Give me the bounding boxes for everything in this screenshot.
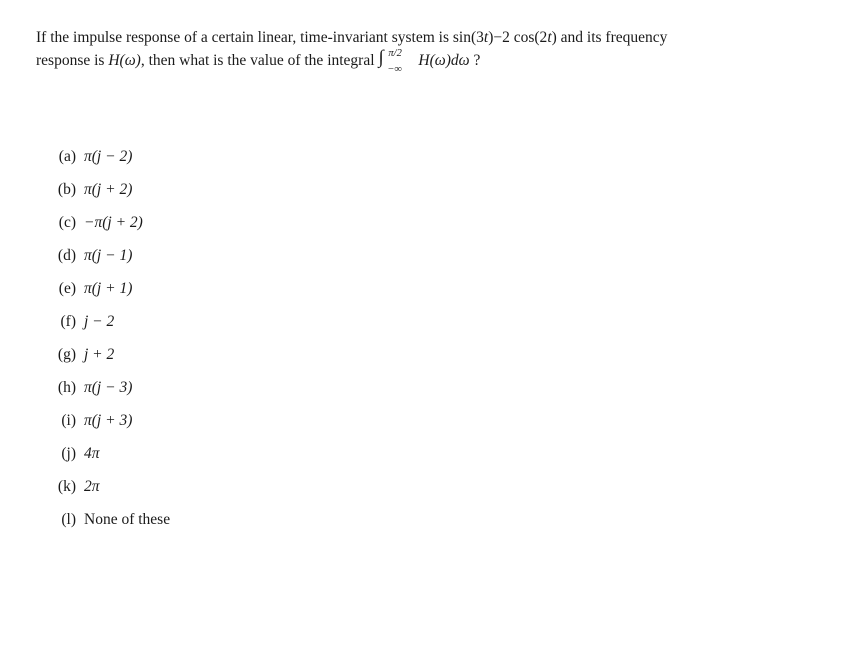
option-text: π(j + 1): [84, 280, 133, 297]
option-e[interactable]: [46, 278, 170, 311]
option-j[interactable]: [46, 443, 170, 476]
option-text: −π(j + 2): [84, 214, 143, 231]
question-line-1: [36, 26, 826, 49]
integral-upper-limit: π/2: [388, 48, 402, 59]
option-i[interactable]: [46, 410, 170, 443]
option-text: None of these: [84, 511, 171, 528]
option-a[interactable]: [46, 146, 170, 179]
question-line-1-prefix: If the impulse response of a certain linear, time-invariant system is sin(3: [36, 29, 484, 46]
option-text: 4π: [84, 445, 100, 462]
option-b[interactable]: [46, 179, 170, 212]
option-text: 2π: [84, 478, 100, 495]
option-label: (d): [57, 247, 76, 264]
option-text: π(j − 3): [84, 379, 133, 396]
option-text: π(j + 3): [84, 412, 133, 429]
option-f[interactable]: [46, 311, 170, 344]
omega-argument: (ω): [119, 52, 141, 69]
option-label: (a): [58, 148, 76, 165]
question-line-2-mid: , then what is the value of the integral: [140, 52, 379, 69]
option-label: (g): [57, 346, 76, 363]
option-c[interactable]: [46, 212, 170, 245]
option-text: π(j − 2): [84, 148, 133, 165]
question-text: [36, 26, 826, 75]
integral-lower-limit: −∞: [387, 64, 402, 75]
question-line-1-mid: )−2 cos(2: [488, 29, 548, 46]
option-label: (b): [57, 181, 76, 198]
option-label: (l): [61, 511, 76, 528]
option-label: (e): [58, 280, 76, 297]
integrand: H(ω)dω: [418, 52, 470, 69]
option-h[interactable]: [46, 377, 170, 410]
option-label: (k): [57, 478, 76, 495]
answer-options: [46, 146, 170, 542]
integral-expression: [378, 47, 418, 75]
variable-t: t: [547, 29, 552, 46]
option-label: (j): [61, 445, 76, 462]
option-label: (h): [57, 379, 76, 396]
option-text: π(j + 2): [84, 181, 133, 198]
option-label: (i): [61, 412, 76, 429]
option-text: π(j − 1): [84, 247, 133, 264]
question-line-2: [36, 47, 826, 75]
integral-sign-icon: ∫: [378, 47, 384, 68]
question-line-1-suffix: ) and its frequency: [551, 29, 668, 46]
question-line-2-suffix: ?: [469, 52, 481, 69]
variable-t: t: [483, 29, 489, 46]
option-k[interactable]: [46, 476, 170, 509]
option-label: (c): [58, 214, 76, 231]
option-d[interactable]: [46, 245, 170, 278]
option-text: j + 2: [84, 346, 115, 363]
option-label: (f): [60, 313, 76, 330]
option-g[interactable]: [46, 344, 170, 377]
frequency-response-symbol: H: [108, 52, 120, 69]
option-l[interactable]: [46, 509, 170, 542]
option-text: j − 2: [84, 313, 115, 330]
question-line-2-prefix: response is: [36, 52, 109, 69]
